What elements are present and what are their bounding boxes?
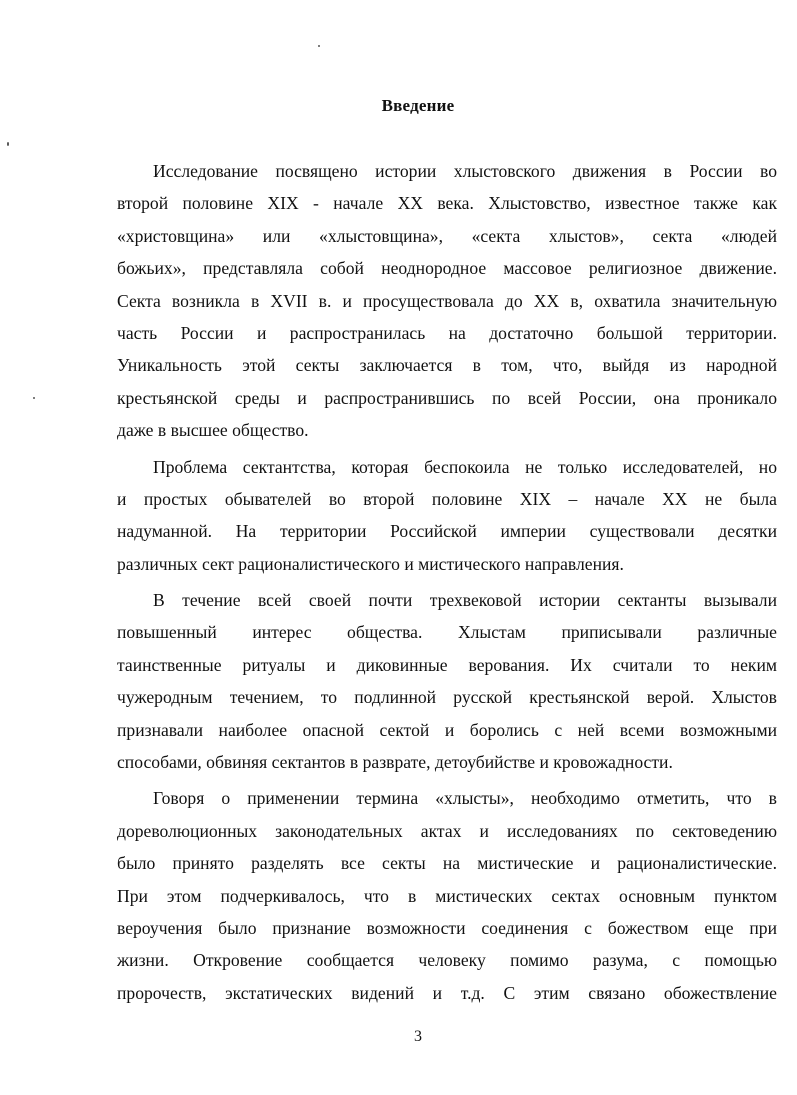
text-line: дореволюционных законодательных актах и исследованиях по сектоведению: [117, 820, 777, 841]
text-line: повышенный интерес общества. Хлыстам приписывали различные: [117, 622, 777, 643]
text-line: вероучения было признание возможности соединения с божеством еще при: [117, 917, 777, 938]
paragraph: [117, 451, 777, 581]
text-line: было принято разделять все секты на мистические и рационалистические.: [117, 853, 777, 874]
text-line: Уникальность этой секты заключается в том, что, выйдя из народной: [117, 355, 777, 376]
text-line: различных сект рационалистического и мистического направления.: [117, 553, 624, 574]
text-line: надуманной. На территории Российской империи существовали десятки: [117, 521, 777, 542]
page-title: Введение: [381, 96, 455, 115]
text-line: жизни. Откровение сообщается человеку помимо разума, с помощью: [117, 950, 777, 971]
page-number: 3: [414, 1028, 422, 1045]
body-text: [117, 155, 777, 1009]
scan-speck: [318, 45, 320, 47]
text-line: способами, обвиняя сектантов в разврате, детоубийстве и кровожадности.: [117, 752, 673, 773]
text-line: Исследование посвящено истории хлыстовского движения в России во: [153, 161, 777, 181]
scan-speck: [33, 397, 35, 399]
text-line: Проблема сектантства, которая беспокоила не только исследователей, но: [153, 456, 777, 477]
text-line: При этом подчеркивалось, что в мистических сектах основным пунктом: [117, 885, 777, 906]
paragraph: [117, 782, 777, 1009]
text-line: второй половине XIX - начале XX века. Хлыстовство, известное также как: [117, 193, 777, 214]
text-line: даже в высшее общество.: [117, 420, 309, 441]
text-line: божьих», представляла собой неоднородное массовое религиозное движение.: [117, 258, 777, 279]
text-line: и простых обывателей во второй половине XIX – начале XX не была: [117, 488, 777, 509]
paragraph: [117, 584, 777, 778]
text-line: чужеродным течением, то подлинной русской крестьянской верой. Хлыстов: [117, 687, 777, 708]
scan-speck: [7, 142, 9, 146]
text-line: «христовщина» или «хлыстовщина», «секта хлыстов», секта «людей: [117, 225, 777, 246]
text-line: Говоря о применении термина «хлысты», необходимо отметить, что в: [153, 788, 777, 809]
text-line: крестьянской среды и распространившись по всей России, она проникало: [117, 387, 777, 408]
text-line: таинственные ритуалы и диковинные верования. Их считали то неким: [117, 654, 777, 675]
text-line: пророчеств, экстатических видений и т.д. С этим связано обожествление: [117, 982, 777, 1003]
text-line: В течение всей своей почти трехвековой истории сектанты вызывали: [153, 590, 777, 611]
text-line: признавали наиболее опасной сектой и боролись с ней всеми возможными: [117, 719, 777, 740]
text-line: часть России и распространилась на достаточно большой территории.: [117, 322, 777, 343]
paragraph: [117, 155, 777, 447]
text-line: Секта возникла в XVII в. и просуществовала до XX в, охватила значительную: [117, 290, 777, 311]
